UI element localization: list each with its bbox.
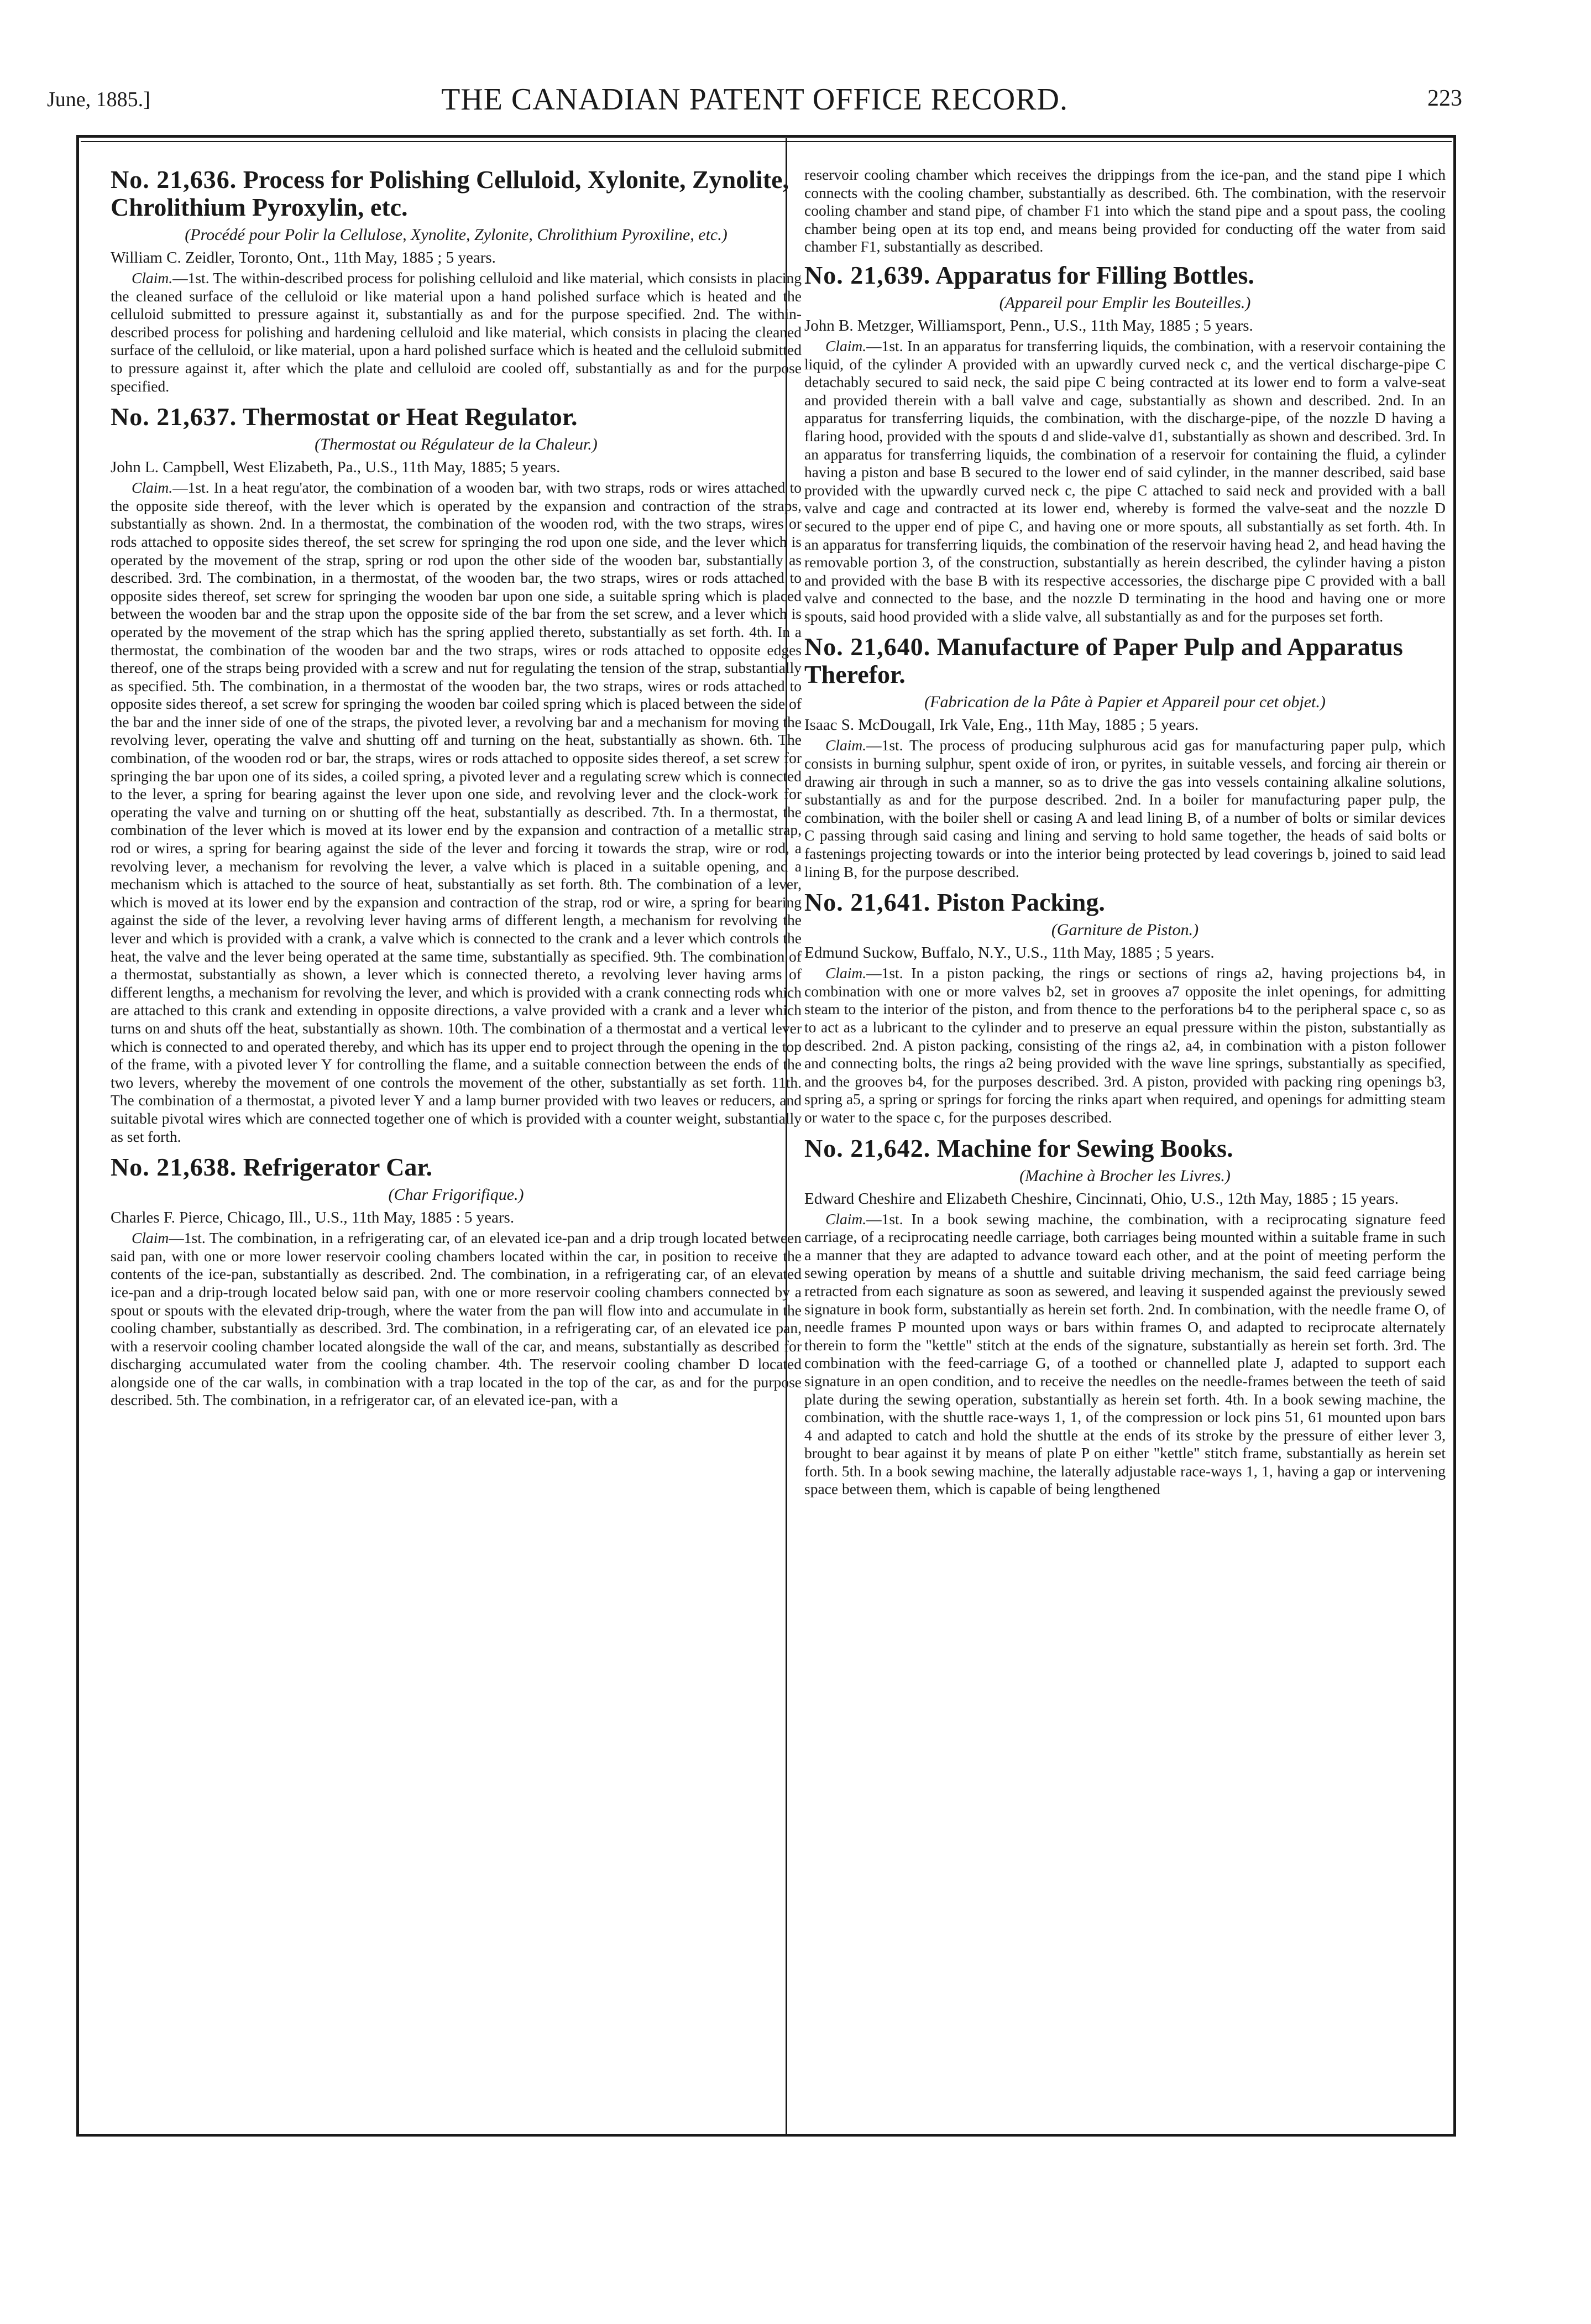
claim-label: Claim.: [825, 737, 867, 754]
patent-heading: [111, 1153, 802, 1181]
patent-heading: [804, 889, 1446, 916]
patent-title: Process for Polishing Celluloid, Xylonite, Zynolite, Chrolithium Pyroxylin, etc.: [111, 165, 789, 221]
continued-claim-text: reservoir cooling chamber which receives the drippings from the ice-pan, and the stand pipe I which connects with the cooling chamber, substantially as described. 6th. The combination, with the reservoir cooling chamber and stand pipe, of chamber F1 into which the stand pipe and a spout pass, the cooling chamber being open at its top end, and means being provided for conducting off the water from said chamber F1, substantially as described.: [804, 166, 1446, 255]
patent-title: Apparatus for Filling Bottles.: [935, 260, 1254, 289]
claim-label: Claim.: [825, 337, 867, 354]
patent-entry: [804, 633, 1446, 881]
claim-body: —1st. In a heat regu'ator, the combination of a wooden bar, with two straps, rods or wires attached to the opposite side thereof, with the lever which is operated by the expansion and contraction of the straps, substantially as shown. 2nd. In a thermostat, the combination of the wooden rod, with the two straps, wires or rods attached to opposite sides thereof, the set screw for springing the rod upon one side, and the lever which is operated by the movement of the strap, spring or rod upon the other side of the wooden bar, substantially as described. 3rd. The combination, in a thermostat, of the wooden bar, the two straps, wires or rods attached to opposite sides thereof, set screw for springing the wooden bar upon one side, a suitable spring which is placed between the wooden bar and the strap upon the opposite side of the bar from the set screw, and a lever which is operated by the movement of the strap which has the spring applied thereto, substantially as set forth. 4th. In a thermostat, the combination of the wooden bar and the two straps, wires or rods attached to opposite edges thereof, one of the straps being provided with a screw and nut for regulating the tension of the strap, substantially as specified. 5th. The combination, in a thermostat of the wooden bar, the two straps, wires or rods attached to opposite sides thereof, a set screw for springing the wooden bar coiled spring which is placed between the side of the bar and the inner side of one of the straps, the pivoted lever, a revolving bar and a mechanism for moving the revolving lever, operating the valve and shutting off and turning on the heat, substantially as shown. 6th. The combination, of the wooden rod or bar, the straps, wires or rods attached to opposite sides thereof, a set screw for springing the bar upon one of its sides, a coiled spring, a pivoted lever and a regulating screw which is connected to the lever, a spring for bearing against the lever upon one side, and revolving lever and the clock-work for operating the valve and turning on or shutting off the heat, substantially as described. 7th. In a thermostat, the combination of the lever which is moved at its lower end by the expansion and contraction of a metallic strap, rod or wires, a spring for bearing against the side of the lever and forcing it towards the strap, wire or rod, a revolving lever, a mechanism for revolving the lever, a valve which is placed in a suitable opening, and a mechanism which is attached to the source of heat, substantially as set forth. 8th. The combination of a lever, which is moved at its lower end by the expansion and contraction of the strap, rod or wire, a spring for bearing against the side of the lever, a revolving lever having arms of different length, a mechanism for revolving the lever and which is provided with a crank, a valve which is connected to the crank and a lever which controls the heat, the valve and the lever being operated at the same time, substantially as specified. 9th. The combination of a thermostat, substantially as shown, a lever which is connected thereto, a revolving lever having arms of different lengths, a mechanism for revolving the lever, and which is provided with a crank connecting rods which are attached to this crank and extending in opposite directions, a valve provided with a crank and a lever which turns on and shuts off the heat, substantially as shown. 10th. The combination of a thermostat and a vertical lever which is connected to and operated thereby, and which has its upper end to project through the opening in the top of the frame, with a pivoted lever Y for controlling the flame, and a suitable connection between the ends of the two levers, whereby the movement of one controls the movement of the other, substantially as set forth. 11th. The combination of a thermostat, a pivoted lever Y and a lamp burner provided with two leaves or reducers, and suitable pivotal wires which are connected together one of which is provided with a counter weight, substantially as set forth.: [111, 479, 802, 1145]
claim-body: —1st. The combination, in a refrigerating car, of an elevated ice-pan and a drip trough located between said pan, with one or more lower reservoir cooling chambers located within the car, in position to receive the contents of the ice-pan, substantially as described. 2nd. The combination, in a refrigerating car, of an elevated ice-pan and a drip-trough located below said pan, with one or more reservoir cooling chambers connected by a spout or spouts with the elevated drip-trough, where the water from the pan will flow into and accumulate in the cooling chamber, substantially as described. 3rd. The combination, in a refrigerating car, of an elevated ice pan, with a reservoir cooling chamber located alongside the wall of the car, and means, substantially as described for discharging accumulated water from the cooling chamber. 4th. The reservoir cooling chamber D located alongside one of the car walls, in combination with a trap located in the top of the car, as and for the purpose described. 5th. The combination, in a refrigerator car, of an elevated ice-pan, with a: [111, 1229, 802, 1409]
page-number: 223: [1427, 86, 1462, 111]
claim-text: [804, 1210, 1446, 1499]
claim-text: [111, 479, 802, 1146]
claim-label: Claim.: [132, 269, 173, 286]
patent-heading: [804, 633, 1446, 688]
french-title: (Appareil pour Emplir les Bouteilles.): [999, 293, 1251, 312]
claim-text: [111, 1229, 802, 1409]
claim-label: Claim.: [825, 964, 867, 982]
patent-number: No. 21,642.: [804, 1134, 931, 1162]
patent-title: Thermostat or Heat Regulator.: [242, 403, 578, 431]
claim-text: [804, 737, 1446, 881]
french-title: (Char Frigorifique.): [388, 1185, 524, 1204]
publication-title: THE CANADIAN PATENT OFFICE RECORD.: [441, 82, 1068, 117]
patent-entry: [804, 889, 1446, 1126]
issue-date: June, 1885.]: [47, 88, 150, 111]
patent-heading: [804, 262, 1446, 289]
patent-title: Piston Packing.: [936, 888, 1105, 917]
french-title: (Fabrication de la Pâte à Papier et Appareil pour cet objet.): [924, 693, 1326, 712]
patent-number: No. 21,639.: [804, 260, 931, 289]
patent-entry: [804, 1135, 1446, 1499]
patent-entry: [804, 262, 1446, 626]
patent-entry: [111, 403, 802, 1146]
patent-number: No. 21,640.: [804, 633, 931, 661]
claim-label: Claim.: [825, 1210, 867, 1228]
patent-title: Machine for Sewing Books.: [936, 1134, 1233, 1162]
patentee-line: John B. Metzger, Williamsport, Penn., U.S., 11th May, 1885 ; 5 years.: [804, 316, 1253, 335]
claim-text: [804, 964, 1446, 1126]
patent-entry: [111, 166, 802, 395]
patent-number: No. 21,638.: [111, 1153, 237, 1182]
patentee-line: William C. Zeidler, Toronto, Ont., 11th May, 1885 ; 5 years.: [111, 249, 496, 267]
french-title: (Procédé pour Polir la Cellulose, Xynolite, Zylonite, Chrolithium Pyroxiline, etc.): [185, 226, 728, 244]
claim-label: Claim: [132, 1229, 169, 1247]
claim-body: —1st. The process of producing sulphurous acid gas for manufacturing paper pulp, which consists in burning sulphur, spent oxide of iron, or pyrites, in suitable vessels, and forcing air therein or drawing air through in such a manner, so as to drive the gas into vessels containing alkaline solutions, substantially as and for the purpose described. 2nd. In a boiler for manufacturing paper pulp, the combination, with the boiler shell or casing A and lead lining B, of a number of bolts or similar devices C passing through said casing and lining and serving to hold same together, the heads of said bolts or fastenings projecting towards or into the interior being protected by lead coverings b, joined to said lead lining B, for the purpose described.: [804, 737, 1446, 880]
patent-heading: [111, 403, 802, 431]
patent-number: No. 21,637.: [111, 403, 237, 431]
claim-body: —1st. In a piston packing, the rings or sections of rings a2, having projections b4, in combination with one or more valves b2, set in grooves a7 opposite the inlet openings, for admitting steam to the interior of the piston, and from thence to the perforations b4 to the peripheral space c, so as to act as a lubricant to the cylinder and to preserve an equal pressure within the piston, substantially as described. 2nd. A piston packing, consisting of the rings a2, a4, in combination with a piston follower and connecting bolts, the rings a2 being provided with the wave line springs, substantially as specified, and the grooves b4, for the purposes described. 3rd. A piston, provided with packing ring openings b3, spring a5, a spring or springs for forcing the rinks apart when required, and openings for admitting steam or water to the space c, for the purposes described.: [804, 964, 1446, 1126]
french-title: (Machine à Brocher les Livres.): [1019, 1166, 1231, 1185]
patentee-line: Isaac S. McDougall, Irk Vale, Eng., 11th May, 1885 ; 5 years.: [804, 716, 1199, 734]
patent-heading: [111, 166, 802, 221]
claim-text: [804, 337, 1446, 626]
patentee-line: John L. Campbell, West Elizabeth, Pa., U.S., 11th May, 1885; 5 years.: [111, 458, 561, 477]
french-title: (Garniture de Piston.): [1051, 921, 1199, 939]
patentee-line: Edward Cheshire and Elizabeth Cheshire, Cincinnati, Ohio, U.S., 12th May, 1885 ; 15 years.: [804, 1189, 1399, 1208]
patent-title: Refrigerator Car.: [243, 1153, 433, 1182]
patentee-line: Charles F. Pierce, Chicago, Ill., U.S., 11th May, 1885 : 5 years.: [111, 1209, 515, 1227]
patent-number: No. 21,636.: [111, 165, 237, 194]
claim-body: —1st. In a book sewing machine, the combination, with a reciprocating signature feed carriage, of a reciprocating needle carriage, both carriages being mounted within a suitable frame in such a manner that they are adapted to advance toward each other, and at the point of meeting perform the sewing operation by means of a shuttle and suitable driving mechanism, the said feed carriage being retracted from each signature as soon as sewered, and leaving it suspended against the previously sewed signature in book form, substantially as herein set forth. 2nd. In combination, with the needle frame O, of needle frames P mounted upon ways or bars within frames O, and adapted to reciprocate alternately therein to form the "kettle" stitch at the ends of the signature, substantially as herein set forth. 3rd. The combination with the feed-carriage G, of a toothed or channelled plate J, adapted to support each signature in an open condition, and to receive the needles on the needle-frames between the teeth of said plate during the sewing operation, substantially as herein set forth. 4th. In a book sewing machine, the combination, with the shuttle race-ways 1, 1, of the compression or lock pins 51, 61 mounted upon bars 4 and adapted to catch and hold the shuttle at the ends of its stroke by the pressure of either lever 3, brought to bear against it by means of plate P on either "kettle" stitch frame, substantially as herein set forth. 5th. In a book sewing machine, the laterally adjustable race-ways 1, 1, having a gap or intervening space between them, which is capable of being lengthened: [804, 1210, 1446, 1498]
french-title: (Thermostat ou Régulateur de la Chaleur.): [315, 435, 598, 454]
left-column: [111, 166, 802, 1417]
patent-entry: [111, 1153, 802, 1409]
patentee-line: Edmund Suckow, Buffalo, N.Y., U.S., 11th May, 1885 ; 5 years.: [804, 944, 1215, 962]
right-column: [804, 166, 1446, 1506]
patent-heading: [804, 1135, 1446, 1162]
running-head: [47, 82, 1462, 126]
claim-label: Claim.: [132, 479, 173, 497]
patent-number: No. 21,641.: [804, 888, 931, 917]
claim-text: [111, 269, 802, 395]
patent-title: Manufacture of Paper Pulp and Apparatus Therefor.: [804, 633, 1403, 689]
claim-body: —1st. The within-described process for polishing celluloid and like material, which consists in placing the cleaned surface of the celluloid or like material upon a hand polished surface which is heated and the celluloid submitted to pressure against it, substantially as and for the purpose specified. 2nd. The within-described process for polishing and hardening celluloid and like material, which consists in placing the cleaned surface of the celluloid, or like material, upon a hard polished surface which is heated and the celluloid submitted to pressure against it, after which the plate and celluloid are cooled off, substantially as and for the purpose specified.: [111, 269, 802, 395]
claim-body: —1st. In an apparatus for transferring liquids, the combination, with a reservoir containing the liquid, of the cylinder A provided with an upwardly curved neck c, and the vertical discharge-pipe C detachably secured to said neck, the said pipe C being contracted at its lower end to form a valve-seat and provided therein with a ball valve and cage, substantially as shown and described. 2nd. In an apparatus for transferring liquids, the combination, with the discharge-pipe, of the nozzle D having a flaring hood, provided with the spouts d and slide-valve d1, substantially as shown and described. 3rd. In an apparatus for transferring liquids, the combination of a reservoir for containing the fluid, a cylinder having a piston and base B secured to the lower end of said cylinder, in the manner described, said base provided with the upwardly curved neck c, the pipe C attached to said neck and provided with a ball valve and cage and contracted at its lower end, whereby is formed the valve-seat and the nozzle D secured to the upper end of pipe C, and having one or more spouts, all substantially as set forth. 4th. In an apparatus for transferring liquids, the combination of the reservoir having head 2, and head having the removable portion 3, of the construction, substantially as herein described, the cylinder having a piston and provided with the base B with its respective accessories, the discharge pipe C provided with a ball valve and connected to the base, and the nozzle D terminating in the hood and having one or more spouts, said hood provided with a slide valve, all substantially as and for the purposes set forth.: [804, 337, 1446, 625]
